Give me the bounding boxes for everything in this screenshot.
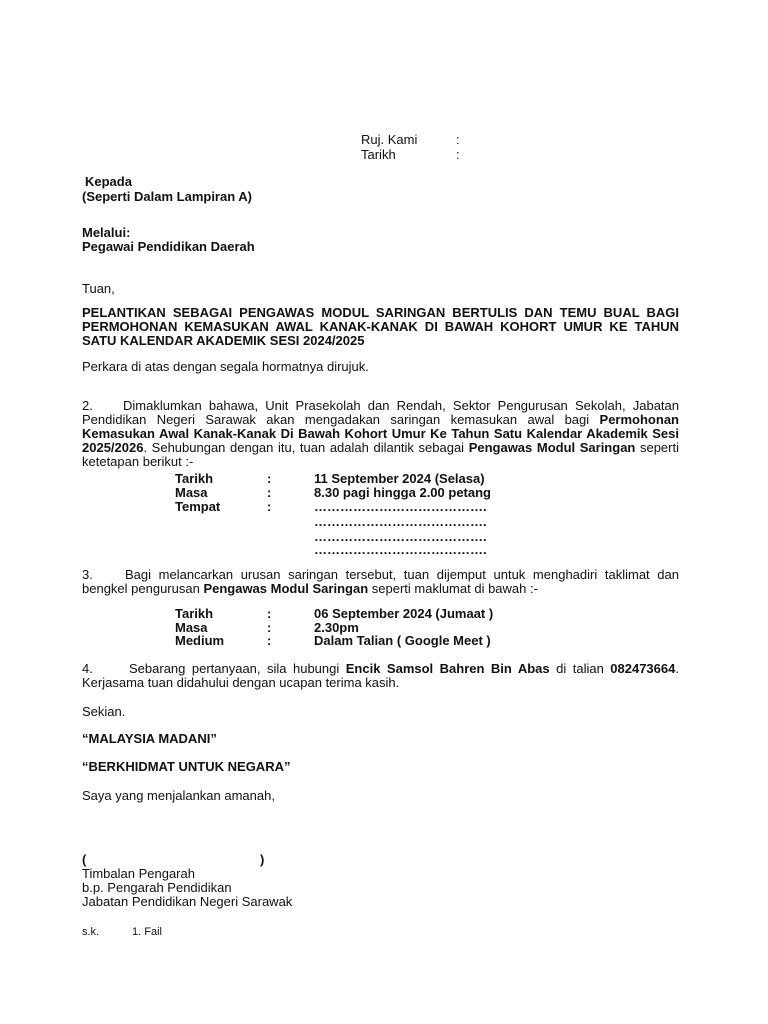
detail-label-medium: Medium bbox=[175, 633, 225, 648]
contact-phone: 082473664 bbox=[610, 661, 676, 676]
paragraph-text: . Sehubungan dengan itu, tuan adalah dilantik sebagai bbox=[143, 440, 469, 455]
signatory-bp: b.p. Pengarah Pendidikan bbox=[82, 880, 232, 895]
salutation: Tuan, bbox=[82, 281, 115, 296]
contact-name: Encik Samsol Bahren Bin Abas bbox=[345, 661, 550, 676]
detail-colon: : bbox=[267, 485, 272, 500]
detail-colon: : bbox=[267, 606, 272, 621]
detail-value-masa: 2.30pm bbox=[314, 620, 359, 635]
kepada-detail: (Seperti Dalam Lampiran A) bbox=[82, 189, 253, 204]
tempat-blank-line: …………………………………. bbox=[314, 514, 487, 529]
signatory-title: Timbalan Pengarah bbox=[82, 866, 195, 881]
detail-colon: : bbox=[267, 471, 272, 486]
detail-label-tarikh: Tarikh bbox=[175, 606, 214, 621]
paragraph-text: seperti ketetapan berikut :- bbox=[82, 440, 679, 469]
signatory-department: Jabatan Pendidikan Negeri Sarawak bbox=[82, 894, 293, 909]
melalui-label: Melalui: bbox=[82, 225, 131, 240]
paragraph-text: di talian bbox=[549, 661, 611, 676]
motto-madani: “MALAYSIA MADANI” bbox=[82, 731, 217, 746]
detail-label-masa: Masa bbox=[175, 485, 208, 500]
paragraph-bold: Pengawas Modul Saringan bbox=[468, 440, 636, 455]
signature-open-paren: ( bbox=[82, 852, 87, 867]
subject-line: PELANTIKAN SEBAGAI PENGAWAS MODUL SARINGAN BERTULIS DAN TEMU BUAL BAGI bbox=[82, 305, 679, 320]
paragraph-4 bbox=[82, 662, 679, 690]
detail-colon: : bbox=[267, 620, 272, 635]
tempat-blank-line: …………………………………. bbox=[314, 529, 487, 544]
tarikh-colon: : bbox=[456, 147, 460, 162]
paragraph-text: Sebarang pertanyaan, sila hubungi bbox=[129, 661, 346, 676]
kepada-label: Kepada bbox=[85, 174, 132, 189]
detail-label-tarikh: Tarikh bbox=[175, 471, 214, 486]
paragraph-number: 2. bbox=[82, 398, 93, 413]
tempat-blank-line: …………………………………. bbox=[314, 499, 487, 514]
paragraph-text: Bagi melancarkan urusan saringan tersebut, tuan dijemput untuk menghadiri taklimat dan bengkel pengurusan bbox=[82, 567, 679, 596]
detail-label-tempat: Tempat bbox=[175, 499, 221, 514]
paragraph-2 bbox=[82, 399, 679, 469]
melalui-detail: Pegawai Pendidikan Daerah bbox=[82, 239, 255, 254]
ruj-colon: : bbox=[456, 132, 460, 147]
paragraph-text: seperti maklumat di bawah :- bbox=[368, 581, 538, 596]
paragraph-bold: Pengawas Modul Saringan bbox=[203, 581, 369, 596]
paragraph-text: . Kerjasama tuan didahului dengan ucapan terima kasih. bbox=[82, 661, 679, 690]
amanah-text: Saya yang menjalankan amanah, bbox=[82, 788, 275, 803]
cc-item: 1. Fail bbox=[132, 926, 162, 938]
tarikh-label: Tarikh bbox=[361, 147, 396, 162]
detail-value-masa: 8.30 pagi hingga 2.00 petang bbox=[314, 485, 491, 500]
paragraph-number: 4. bbox=[82, 661, 93, 676]
intro-text: Perkara di atas dengan segala hormatnya dirujuk. bbox=[82, 359, 369, 374]
paragraph-text: Dimaklumkan bahawa, Unit Prasekolah dan Rendah, Sektor Pengurusan Sekolah, Jabatan Pendidikan Negeri Sarawak akan mengadakan saringan kemasukan awal bagi bbox=[82, 398, 679, 427]
motto-berkhidmat: “BERKHIDMAT UNTUK NEGARA” bbox=[82, 759, 291, 774]
detail-value-medium: Dalam Talian ( Google Meet ) bbox=[314, 633, 491, 648]
sekian-text: Sekian. bbox=[82, 704, 126, 719]
paragraph-3 bbox=[82, 568, 679, 596]
tempat-blank-line: …………………………………. bbox=[314, 542, 487, 557]
signature-close-paren: ) bbox=[260, 852, 265, 867]
paragraph-number: 3. bbox=[82, 567, 93, 582]
detail-colon: : bbox=[267, 633, 272, 648]
detail-colon: : bbox=[267, 499, 272, 514]
paragraph-bold: Permohonan Kemasukan Awal Kanak-Kanak Di Bawah Kohort Umur Ke Tahun Satu Kalendar Akademik Sesi 2025/2026 bbox=[82, 412, 679, 455]
detail-label-masa: Masa bbox=[175, 620, 208, 635]
ruj-label: Ruj. Kami bbox=[361, 132, 418, 147]
subject-line: PERMOHONAN KEMASUKAN AWAL KANAK-KANAK DI BAWAH KOHORT UMUR KE TAHUN bbox=[82, 319, 679, 334]
subject-line: SATU KALENDAR AKADEMIK SESI 2024/2025 bbox=[82, 333, 365, 348]
detail-value-tarikh: 06 September 2024 (Jumaat ) bbox=[314, 606, 494, 621]
detail-value-tarikh: 11 September 2024 (Selasa) bbox=[314, 471, 485, 486]
cc-label: s.k. bbox=[82, 926, 100, 938]
